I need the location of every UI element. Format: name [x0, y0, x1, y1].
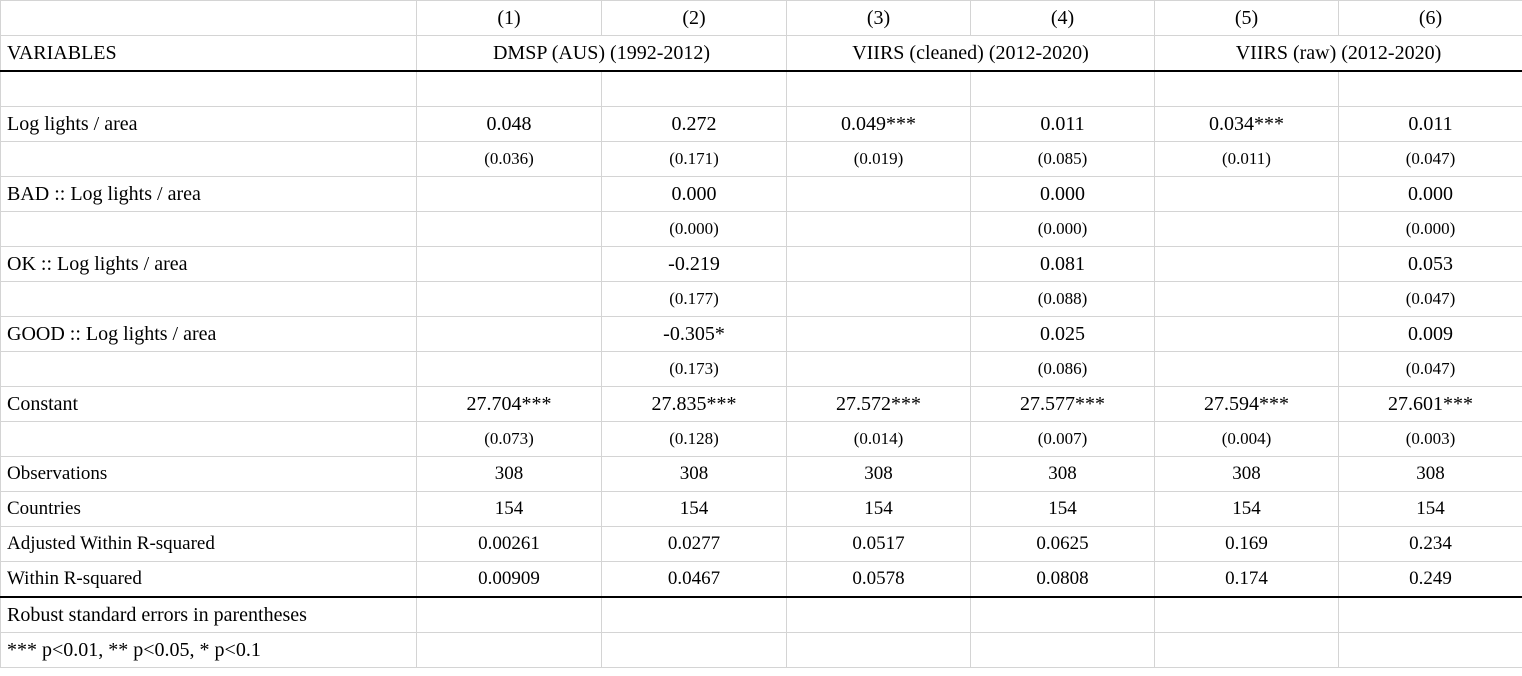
table-cell: (0.014) — [787, 422, 971, 457]
table-cell: 0.049*** — [787, 107, 971, 142]
table-cell: 154 — [787, 492, 971, 527]
table-cell — [602, 597, 787, 633]
table-cell: (0.086) — [971, 352, 1155, 387]
table-cell: 0.000 — [971, 177, 1155, 212]
table-cell: 0.053 — [1339, 247, 1522, 282]
table-cell — [417, 282, 602, 317]
table-cell: (0.047) — [1339, 352, 1522, 387]
coef-row — [1, 247, 1522, 282]
variable-label: BAD :: Log lights / area — [1, 177, 417, 212]
table-cell: 27.572*** — [787, 387, 971, 422]
column-number-row — [1, 1, 1522, 36]
table-cell: 308 — [417, 457, 602, 492]
table-cell: (0.171) — [602, 142, 787, 177]
table-cell: 0.174 — [1155, 562, 1339, 598]
table-cell: (0.173) — [602, 352, 787, 387]
se-row — [1, 352, 1522, 387]
group-header-dmsp: DMSP (AUS) (1992-2012) — [417, 36, 787, 72]
table-cell — [417, 633, 602, 668]
se-row — [1, 282, 1522, 317]
table-cell: 27.577*** — [971, 387, 1155, 422]
header-row — [1, 36, 1522, 72]
table-cell: 308 — [971, 457, 1155, 492]
table-cell — [1155, 633, 1339, 668]
stat-row — [1, 562, 1522, 598]
coef-row — [1, 107, 1522, 142]
coef-row — [1, 177, 1522, 212]
table-cell: (0.128) — [602, 422, 787, 457]
table-cell: 0.234 — [1339, 527, 1522, 562]
group-header-viirs-cleaned: VIIRS (cleaned) (2012-2020) — [787, 36, 1155, 72]
table-cell — [417, 212, 602, 247]
table-cell: 0.000 — [1339, 177, 1522, 212]
table-cell — [1155, 212, 1339, 247]
table-cell: 0.272 — [602, 107, 787, 142]
table-cell: (0.047) — [1339, 142, 1522, 177]
se-row — [1, 422, 1522, 457]
table-cell: 0.048 — [417, 107, 602, 142]
se-row-label — [1, 422, 417, 457]
table-cell: 154 — [602, 492, 787, 527]
table-cell: 0.169 — [1155, 527, 1339, 562]
stat-label: Adjusted Within R-squared — [1, 527, 417, 562]
column-number: (4) — [971, 1, 1155, 36]
table-cell: (0.011) — [1155, 142, 1339, 177]
table-cell — [787, 352, 971, 387]
table-cell — [1155, 247, 1339, 282]
table-cell: (0.036) — [417, 142, 602, 177]
table-cell — [787, 247, 971, 282]
table-cell: -0.219 — [602, 247, 787, 282]
stat-label: Countries — [1, 492, 417, 527]
stat-row — [1, 492, 1522, 527]
table-cell: 27.704*** — [417, 387, 602, 422]
se-row — [1, 212, 1522, 247]
table-cell — [971, 597, 1155, 633]
se-row-label — [1, 212, 417, 247]
table-cell: 308 — [602, 457, 787, 492]
table-note: Robust standard errors in parentheses — [1, 597, 417, 633]
table-cell: 0.011 — [1339, 107, 1522, 142]
coef-row — [1, 317, 1522, 352]
table-cell: 0.025 — [971, 317, 1155, 352]
table-cell — [1339, 597, 1522, 633]
table-cell: (0.047) — [1339, 282, 1522, 317]
regression-table-body — [1, 1, 1522, 668]
column-number: (5) — [1155, 1, 1339, 36]
se-row-label — [1, 142, 417, 177]
stat-row — [1, 527, 1522, 562]
se-row-label — [1, 282, 417, 317]
table-cell: 0.011 — [971, 107, 1155, 142]
table-cell — [1155, 177, 1339, 212]
table-cell: 27.594*** — [1155, 387, 1339, 422]
table-cell — [787, 212, 971, 247]
table-cell: 0.081 — [971, 247, 1155, 282]
table-cell — [1155, 597, 1339, 633]
se-row-label — [1, 352, 417, 387]
variables-header: VARIABLES — [1, 36, 417, 72]
table-cell: 0.0277 — [602, 527, 787, 562]
table-cell — [417, 597, 602, 633]
table-cell: 0.000 — [602, 177, 787, 212]
table-cell: 154 — [1339, 492, 1522, 527]
table-cell: (0.177) — [602, 282, 787, 317]
table-cell: -0.305* — [602, 317, 787, 352]
table-cell: (0.000) — [1339, 212, 1522, 247]
variable-label: Log lights / area — [1, 107, 417, 142]
table-cell: 154 — [971, 492, 1155, 527]
table-cell: 0.0517 — [787, 527, 971, 562]
table-cell: 0.00261 — [417, 527, 602, 562]
table-cell: (0.000) — [971, 212, 1155, 247]
table-cell: (0.085) — [971, 142, 1155, 177]
variable-label: OK :: Log lights / area — [1, 247, 417, 282]
table-cell — [787, 317, 971, 352]
group-header-viirs-raw: VIIRS (raw) (2012-2020) — [1155, 36, 1522, 72]
table-cell: 0.0808 — [971, 562, 1155, 598]
table-cell: (0.007) — [971, 422, 1155, 457]
note-row — [1, 597, 1522, 633]
stat-label: Observations — [1, 457, 417, 492]
stat-label: Within R-squared — [1, 562, 417, 598]
table-cell — [1155, 352, 1339, 387]
table-cell: 0.0467 — [602, 562, 787, 598]
table-cell — [787, 597, 971, 633]
variable-label: Constant — [1, 387, 417, 422]
variable-label: GOOD :: Log lights / area — [1, 317, 417, 352]
table-cell: (0.004) — [1155, 422, 1339, 457]
table-cell — [417, 317, 602, 352]
table-cell — [787, 633, 971, 668]
table-cell: 308 — [787, 457, 971, 492]
table-cell: 154 — [417, 492, 602, 527]
table-cell: (0.000) — [602, 212, 787, 247]
table-cell: (0.003) — [1339, 422, 1522, 457]
table-cell: 0.034*** — [1155, 107, 1339, 142]
table-cell: 308 — [1339, 457, 1522, 492]
table-cell — [602, 633, 787, 668]
table-cell: 0.0625 — [971, 527, 1155, 562]
table-cell — [787, 177, 971, 212]
column-number: (1) — [417, 1, 602, 36]
coef-row — [1, 387, 1522, 422]
table-cell — [417, 177, 602, 212]
table-cell: 0.00909 — [417, 562, 602, 598]
table-cell — [1339, 633, 1522, 668]
table-cell: 154 — [1155, 492, 1339, 527]
table-cell — [1155, 282, 1339, 317]
corner-cell — [1, 1, 417, 36]
spacer-row — [1, 71, 1522, 107]
table-cell: 308 — [1155, 457, 1339, 492]
table-cell: 0.249 — [1339, 562, 1522, 598]
table-cell: (0.088) — [971, 282, 1155, 317]
note-row — [1, 633, 1522, 668]
table-cell: (0.019) — [787, 142, 971, 177]
se-row — [1, 142, 1522, 177]
table-cell — [971, 633, 1155, 668]
column-number: (3) — [787, 1, 971, 36]
table-cell — [787, 282, 971, 317]
table-cell: 27.835*** — [602, 387, 787, 422]
column-number: (2) — [602, 1, 787, 36]
table-note: *** p<0.01, ** p<0.05, * p<0.1 — [1, 633, 417, 668]
table-cell: (0.073) — [417, 422, 602, 457]
table-cell: 0.0578 — [787, 562, 971, 598]
table-cell — [1155, 317, 1339, 352]
table-cell — [417, 352, 602, 387]
stat-row — [1, 457, 1522, 492]
column-number: (6) — [1339, 1, 1522, 36]
table-cell: 0.009 — [1339, 317, 1522, 352]
table-cell — [417, 247, 602, 282]
table-cell: 27.601*** — [1339, 387, 1522, 422]
